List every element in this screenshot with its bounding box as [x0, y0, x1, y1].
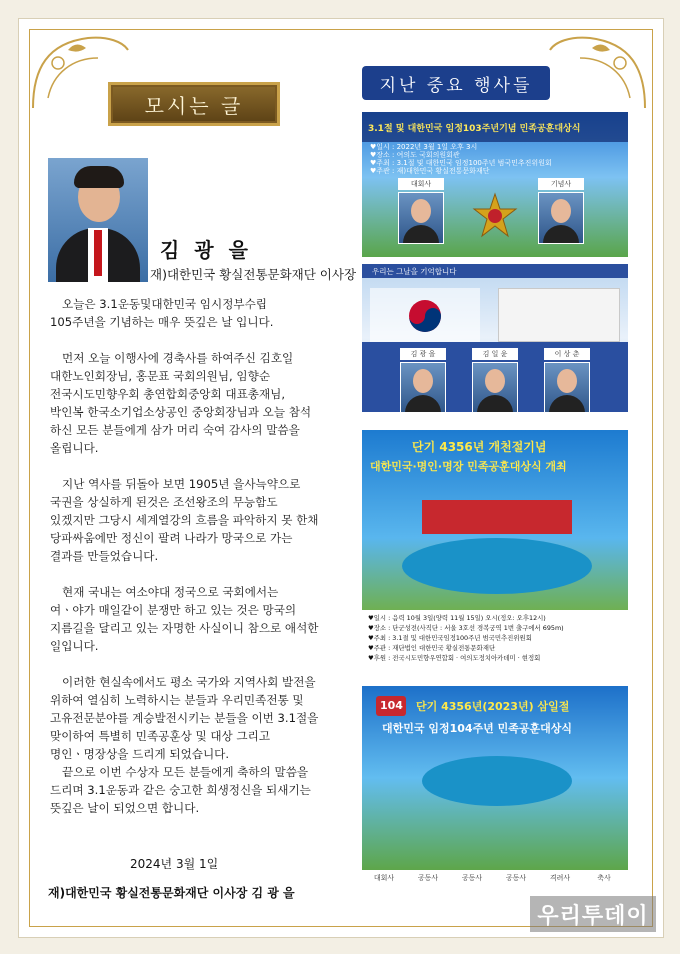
poster2-banner: 우리는 그날을 기억합니다 — [372, 267, 457, 276]
poster3-line: ♥주최 : 3.1절 및 대한민국임정100주년 범국민추진위원회 — [368, 634, 532, 642]
poster1-line: ♥일시 : 2022년 3월 1일 오후 3시 — [370, 143, 478, 151]
poster2-photo — [472, 362, 518, 412]
poster3-title-line2: 대한민국·명인·명장 민족공훈대상식 개최 — [370, 460, 567, 473]
poster4-tag: 대회사 — [364, 872, 404, 884]
poster2-tag: 김 일 윤 — [472, 348, 518, 360]
event-poster-1 — [362, 112, 628, 257]
event-poster-3 — [362, 430, 628, 670]
poster2-photo — [544, 362, 590, 412]
paragraph: 현재 국내는 여소야대 정국으로 국회에서는 여ㆍ야가 매일같이 분쟁만 하고 있는 것은 망국의 지름길을 달리고 있는 자명한 사실이니 참으로 애석한 일입니다. — [50, 585, 319, 653]
medal-icon — [472, 192, 518, 240]
poster2-photo — [400, 362, 446, 412]
poster1-title: 3.1절 및 대한민국 임정103주년기념 민족공훈대상식 — [368, 124, 581, 134]
invitation-heading: 모시는 글 — [144, 93, 244, 118]
poster4-tag: 공동사 — [496, 872, 536, 884]
event-poster-4 — [362, 686, 628, 916]
chairman-title: 재)대한민국 황실전통문화재단 이사장 — [150, 267, 357, 282]
invitation-body — [50, 295, 322, 835]
lake-illustration — [402, 538, 592, 594]
event-poster-2 — [362, 264, 628, 412]
poster4-tag: 공동사 — [452, 872, 492, 884]
poster3-line: ♥일시 : 음력 10월 3일(양력 11월 15일) 오시(정오: 오후12시) — [368, 614, 546, 622]
poster4-title-line1: 단기 4356년(2023년) 삼일절 — [416, 700, 570, 713]
ornament-top-right-icon — [540, 28, 650, 118]
invitation-heading-box — [108, 82, 280, 126]
poster3-line: ♥후원 : 전국시도민향우연합회 · 여의도정치아카데미 · 현정회 — [368, 654, 541, 662]
paragraph: 먼저 오늘 이행사에 경축사를 하여주신 김호일 대한노인회장님, 홍문표 국회의원님, 임향순 전국시도민향우회 총연합회중앙회 대표총재님, 박인복 한국소기업소상공인 중앙회장님과 오늘 참석 하신 모든 분들에게 삼가 머리 숙여 감사의 말씀을 올립니다. — [50, 351, 312, 455]
paragraph: 이러한 현실속에서도 평소 국가와 지역사회 발전을 위하여 열심히 노력하시는 분들과 우리민족전통 및 고유전문분야를 계승발전시키는 분들을 이번 3.1절을 맞이하여 특별히 민족공훈상 및 대상 그리고 명인ㆍ명장상을 드리게 되었습니다. — [50, 675, 319, 761]
poster4-badge: 104 — [380, 699, 403, 712]
past-events-heading-box — [362, 66, 550, 100]
chairman-portrait — [48, 158, 148, 282]
paragraph: 오늘은 3.1운동및대한민국 임시정부수립 105주년을 기념하는 매우 뜻깊은 날 입니다. — [50, 297, 274, 329]
poster1-photo — [538, 192, 584, 244]
poster4-tag: 격려사 — [540, 872, 580, 884]
paragraph: 지난 역사를 뒤돌아 보면 1905년 을사늑약으로 국권을 상실하게 된것은 조선왕조의 무능함도 있겠지만 그당시 세계열강의 흐름을 파악하지 못 한채 당파싸움에만 정신이 팔려 나라가 망국으로 가는 결과를 만들었습니다. — [50, 477, 319, 563]
poster4-title-line2: 대한민국 임정104주년 민족공훈대상식 — [382, 722, 573, 735]
poster1-tag: 기념사 — [538, 178, 584, 190]
korean-flag-icon — [370, 288, 480, 344]
chairman-name: 김 광 을 — [160, 238, 252, 262]
poster1-line: ♥주최 : 3.1절 및 대한민국 임정100주년 범국민추진위원회 — [370, 159, 552, 167]
poster1-photo — [398, 192, 444, 244]
poster3-line: ♥장소 : 단군성전(사직단 : 서울 3호선 경복궁역 1번 출구에서 695m) — [368, 624, 564, 632]
poster2-tag: 김 광 을 — [400, 348, 446, 360]
letter-date: 2024년 3월 1일 — [130, 857, 219, 871]
letter-signature: 재)대한민국 황실전통문화재단 이사장 김 광 을 — [48, 886, 295, 900]
poster1-tag: 대회사 — [398, 178, 444, 190]
poster1-line: ♥주관 : 재)대한민국 황실전통문화재단 — [370, 167, 490, 175]
poster3-title-line1: 단기 4356년 개천절기념 — [412, 440, 547, 454]
poster1-line: ♥장소 : 여의도 국회의원회관 — [370, 151, 460, 159]
poster2-tag: 이 상 춘 — [544, 348, 590, 360]
past-events-heading: 지난 중요 행사들 — [379, 75, 533, 96]
poster4-tag: 공동사 — [408, 872, 448, 884]
paragraph: 끝으로 이번 수상자 모든 분들에게 축하의 말씀을 드리며 3.1운동과 같은 숭고한 희생정신을 되새기는 뜻깊은 날이 되었으면 합니다. — [50, 765, 311, 815]
lake-illustration — [422, 756, 572, 806]
watermark: 우리투데이 — [530, 896, 656, 932]
poster4-tag: 축사 — [584, 872, 624, 884]
poster3-line: ♥주관 : 재단법인 대한민국 황실전통문화재단 — [368, 644, 496, 652]
